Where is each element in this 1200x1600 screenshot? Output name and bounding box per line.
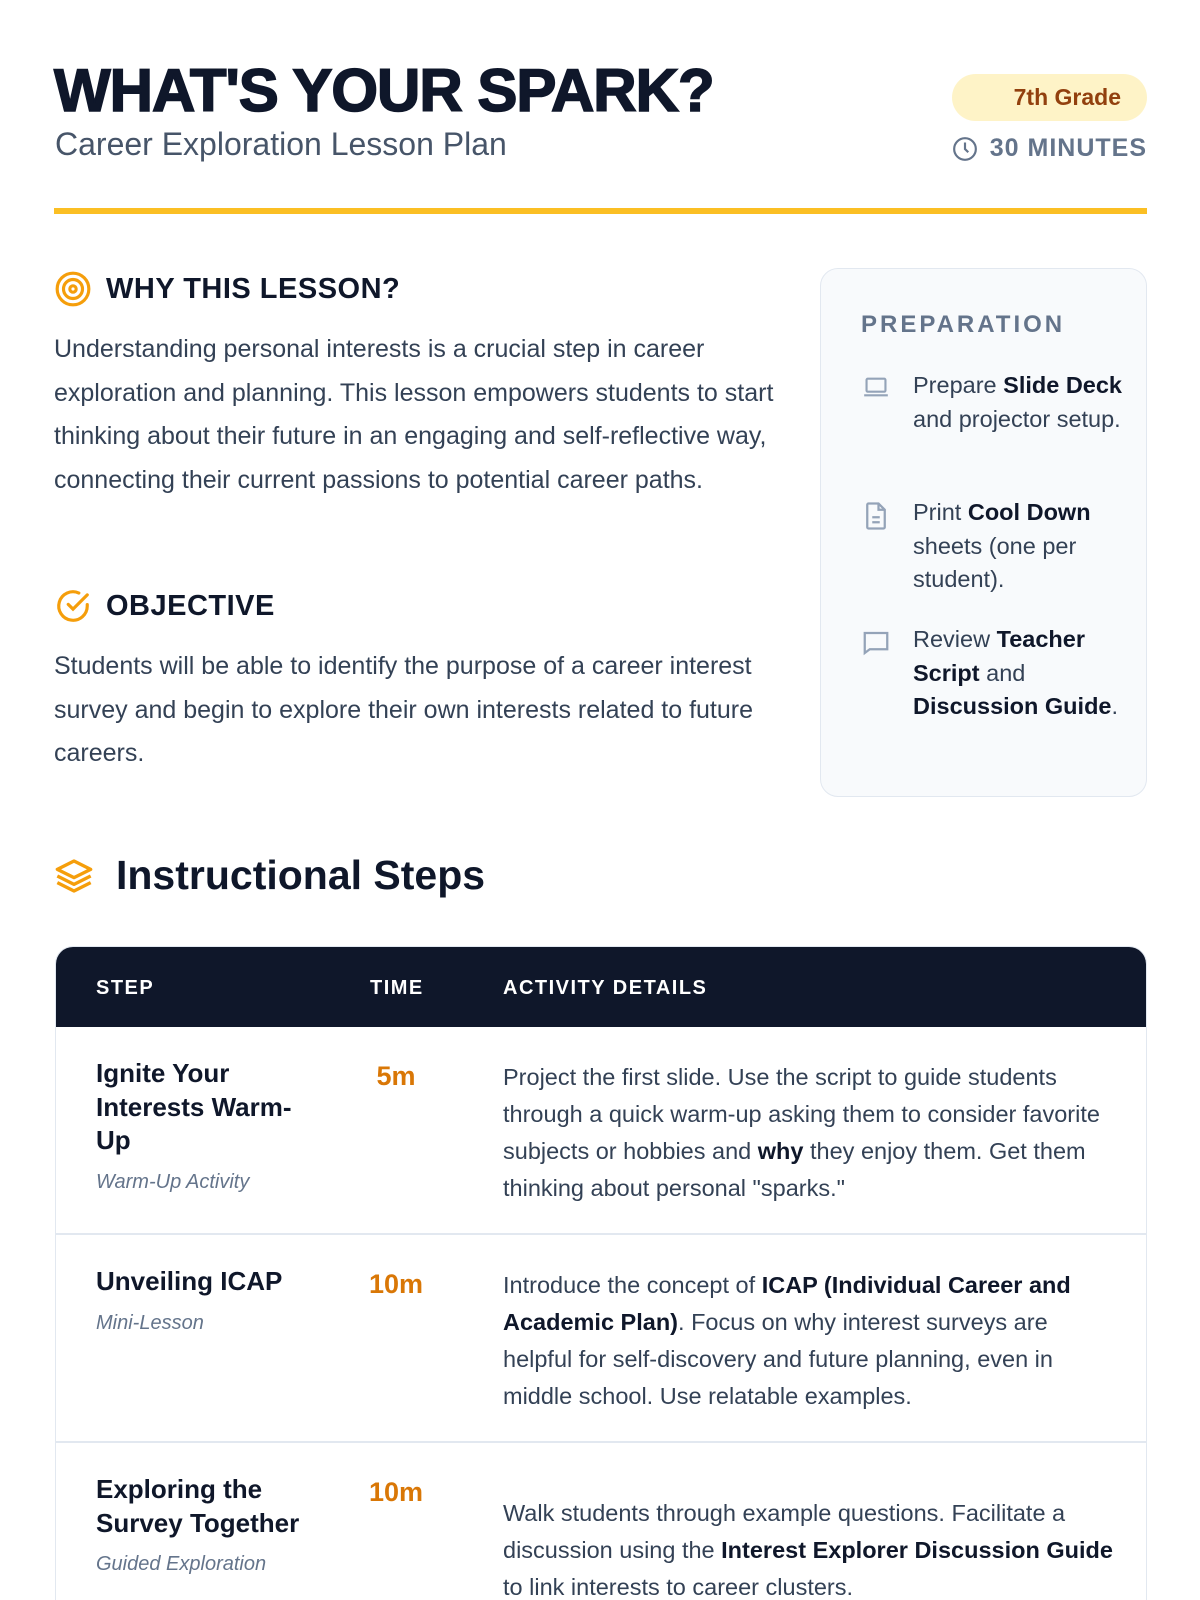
step-name: Ignite Your Interests Warm-Up Warm-Up Activity [96, 1057, 326, 1199]
prep-item: Prepare Slide Deck and projector setup. [861, 369, 1131, 436]
step-type: Warm-Up Activity [96, 1170, 250, 1193]
steps-table [55, 946, 1147, 1600]
step-details: Project the first slide. Use the script to guide students through a quick warm-up asking them to consider favorite subjects or hobbies and why they enjoy them. Get them thinking about personal "sparks." [503, 1064, 1100, 1201]
column-header-step: STEP [96, 977, 155, 999]
column-header-details: ACTIVITY DETAILS [503, 977, 708, 999]
why-heading-text: WHY THIS LESSON? [106, 272, 401, 305]
laptop-icon [861, 374, 891, 400]
grade-badge: 7th Grade [952, 74, 1147, 121]
table-row [56, 1441, 1146, 1600]
steps-heading [54, 852, 485, 899]
layers-icon [54, 856, 94, 896]
step-details: Introduce the concept of ICAP (Individual Career and Academic Plan). Focus on why interest surveys are helpful for self-discovery and future planning, even in middle school. Use relatable examples. [503, 1272, 1071, 1409]
step-type: Guided Exploration [96, 1553, 267, 1575]
page-subtitle: Career Exploration Lesson Plan [55, 126, 507, 162]
document-icon [861, 501, 891, 531]
target-icon [54, 270, 92, 308]
check-circle-icon [54, 587, 92, 625]
objective-body: Students will be able to identify the purpose of a career interest survey and begin to explore their own interests related to future careers. [54, 652, 754, 767]
step-details: Walk students through example questions. Facilitate a discussion using the Interest Explorer Discussion Guide to link interests to career clusters. [503, 1500, 1113, 1600]
duration [952, 134, 1147, 163]
column-header-time: TIME [370, 977, 424, 999]
objective-heading [54, 587, 275, 625]
preparation-card [820, 268, 1147, 797]
steps-heading-text: Instructional Steps [116, 852, 486, 898]
why-heading [54, 270, 400, 308]
step-name: Unveiling ICAP Mini-Lesson [96, 1265, 326, 1340]
chat-icon [861, 628, 891, 658]
prep-item: Review Teacher Script and Discussion Guide. [861, 623, 1131, 724]
header-divider [54, 208, 1147, 214]
preparation-heading: PREPARATION [861, 311, 1066, 338]
table-row [56, 1233, 1146, 1441]
step-time: 10m [368, 1477, 424, 1507]
page-title: WHAT'S YOUR SPARK? [54, 57, 714, 124]
step-time: 5m [376, 1061, 416, 1091]
objective-heading-text: OBJECTIVE [106, 589, 275, 622]
step-type: Mini-Lesson [96, 1311, 204, 1334]
table-row [56, 1027, 1146, 1233]
step-name: Exploring the Survey Together Guided Exploration [96, 1473, 326, 1582]
why-body: Understanding personal interests is a crucial step in career exploration and planning. This lesson empowers students to start thinking about their future in an engaging and self-reflective way, connecting their current passions to potential career paths. [54, 335, 774, 494]
prep-item: Print Cool Down sheets (one per student). [861, 496, 1131, 597]
step-time: 10m [368, 1269, 424, 1299]
table-header [56, 947, 1146, 1027]
clock-icon [952, 136, 978, 162]
duration-label: 30 MINUTES [989, 134, 1147, 162]
